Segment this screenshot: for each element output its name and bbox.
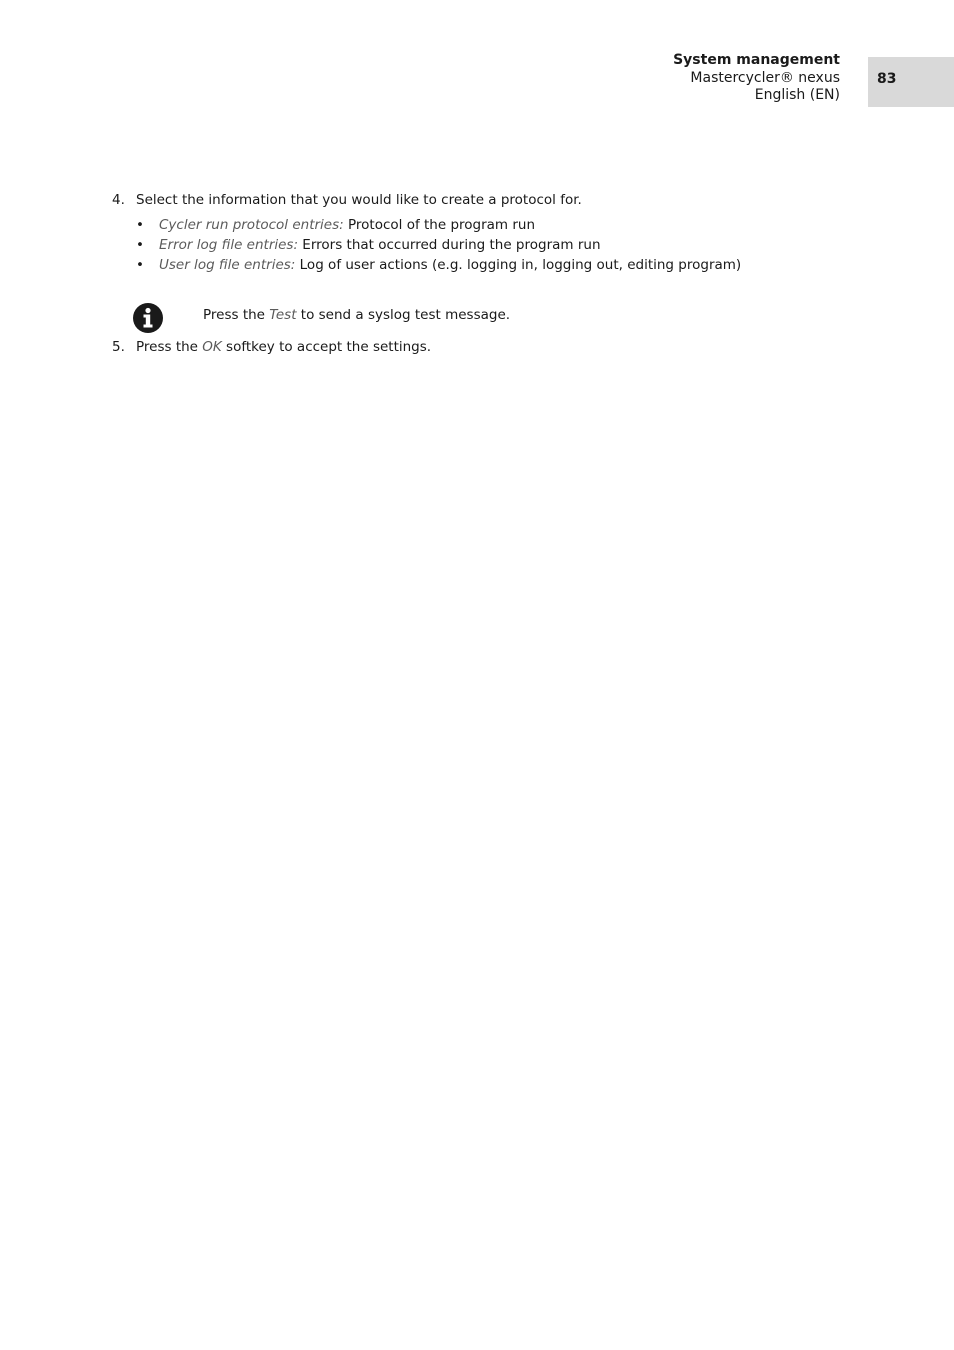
- list-item-desc: Errors that occurred during the program run: [298, 237, 601, 253]
- list-item-desc: Protocol of the program run: [343, 217, 536, 233]
- info-icon: [133, 303, 163, 333]
- step-5: [112, 338, 431, 356]
- bullet-mark: •: [136, 217, 144, 233]
- step-number: 5.: [112, 339, 125, 355]
- section-title: System management: [673, 52, 840, 68]
- step-text-before: Press the: [136, 339, 203, 355]
- step-term: OK: [202, 339, 222, 355]
- list-item: [136, 255, 741, 275]
- note-text-before: Press the: [203, 307, 270, 323]
- list-item: [136, 215, 741, 235]
- step-text: Select the information that you would like to create a protocol for.: [136, 192, 582, 208]
- bullet-mark: •: [136, 237, 144, 253]
- step-text-after: softkey to accept the settings.: [221, 339, 432, 355]
- bullet-list: [136, 215, 741, 275]
- note-text-after: to send a syslog test message.: [296, 307, 511, 323]
- list-item: [136, 235, 741, 255]
- bullet-mark: •: [136, 257, 144, 273]
- step-4: [112, 191, 582, 209]
- list-item-term: User log file entries:: [159, 257, 296, 273]
- language-label: English (EN): [754, 87, 840, 103]
- note-term: Test: [269, 307, 297, 323]
- list-item-desc: Log of user actions (e.g. logging in, logging out, editing program): [295, 257, 742, 273]
- list-item-term: Error log file entries:: [159, 237, 299, 253]
- product-name: Mastercycler® nexus: [690, 69, 840, 86]
- info-note: [203, 306, 510, 324]
- list-item-term: Cycler run protocol entries:: [159, 217, 344, 233]
- step-number: 4.: [112, 192, 125, 208]
- running-header: [673, 52, 840, 105]
- page-number: 83: [877, 71, 897, 87]
